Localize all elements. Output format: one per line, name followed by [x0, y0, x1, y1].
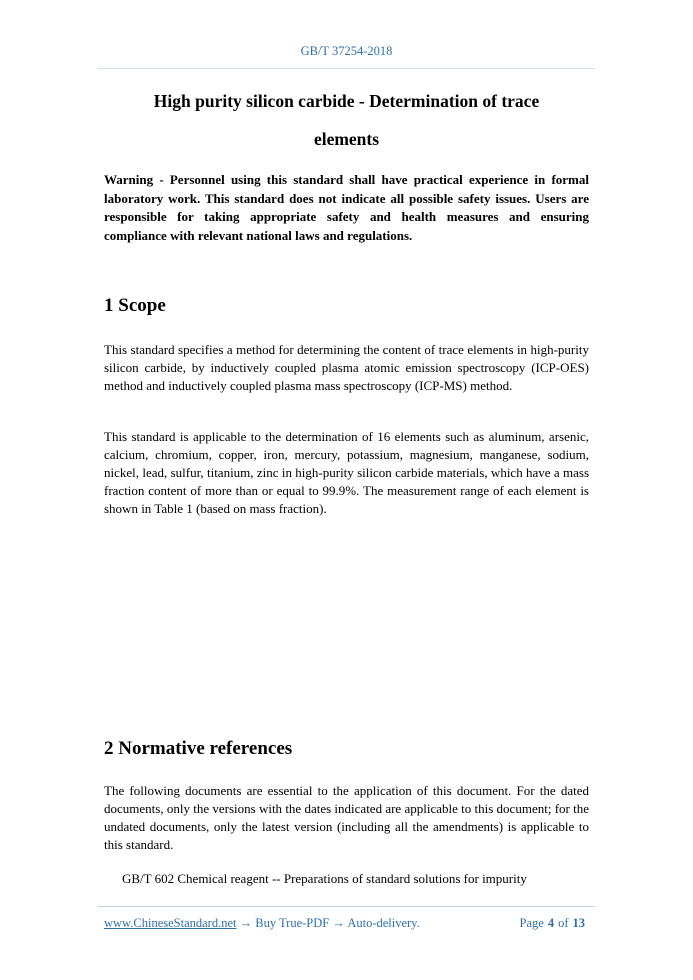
header-divider — [98, 68, 595, 69]
delivery-text: Auto-delivery. — [347, 916, 420, 930]
normative-references-paragraph: The following documents are essential to the application of this document. For the dated documents, only the versions with the dates indicated are applicable to this document; for the undated documents, only the latest version (including all the amendments) is applicable to this standard. — [104, 783, 589, 852]
warning-text: Warning - Personnel using this standard shall have practical experience in formal laboratory work. This standard does not indicate all possible safety issues. Users are responsible for taking appropriate safety and health measures and ensuring compliance with relevant national laws and regulations. — [104, 172, 589, 243]
scope-paragraph-1: This standard specifies a method for determining the content of trace elements in high-purity silicon carbide, by inductively coupled plasma atomic emission spectroscopy (ICP-OES) method and inductively coupled plasma mass spectroscopy (ICP-MS) method. — [104, 342, 589, 393]
scope-paragraph-2: This standard is applicable to the determination of 16 elements such as aluminum, arsenic, calcium, chromium, copper, iron, mercury, potassium, magnesium, manganese, sodium, nickel, lead, sulfur, titanium, zinc in high-purity silicon carbide materials, which have a mass fraction content of more than or equal to 99.9%. The measurement range of each element is shown in Table 1 (based on mass fraction). — [104, 429, 589, 516]
arrow-icon: → — [332, 916, 345, 930]
page-number — [520, 916, 589, 931]
footer-promo — [104, 916, 420, 931]
buy-text: Buy True-PDF — [255, 916, 330, 930]
website-link[interactable]: www.ChineseStandard.net — [104, 916, 237, 930]
document-title-line1: High purity silicon carbide - Determination of trace — [153, 91, 540, 111]
footer-divider — [98, 906, 595, 907]
page-label: Page — [519, 916, 544, 930]
section-heading-scope: 1 Scope — [104, 295, 166, 316]
arrow-icon: → — [239, 916, 253, 930]
footer — [104, 916, 589, 931]
header-doc-id: GB/T 37254-2018 — [300, 44, 393, 58]
current-page: 4 — [547, 916, 555, 930]
total-pages: 13 — [572, 916, 585, 930]
section-heading-normative-references: 2 Normative references — [104, 738, 293, 759]
reference-item: GB/T 602 Chemical reagent -- Preparations of standard solutions for impurity — [122, 871, 527, 886]
of-label: of — [558, 916, 569, 930]
document-title-line2: elements — [313, 129, 380, 149]
